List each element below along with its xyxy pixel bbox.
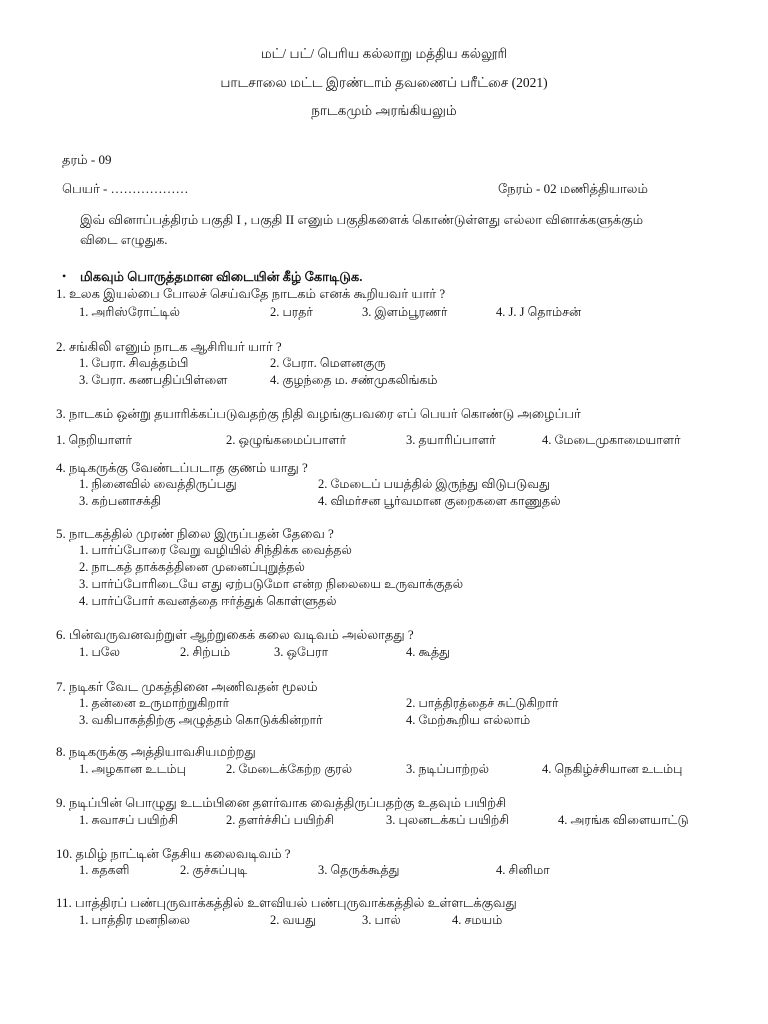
options-q9 [0,813,768,830]
grade-label: தரம் - 09 [62,152,112,167]
question-11: 11. பாத்திரப் பண்புருவாக்கத்தில் உளவியல் பண்புருவாக்கத்தில் உள்ளடக்குவது [56,895,517,910]
option-1: 1. கதகளி [79,863,130,877]
question-4: 4. நடிகருக்கு வேண்டப்படாத குணம் யாது ? [56,460,308,475]
option-1: 1. சுவாசப் பயிற்சி [79,813,178,827]
question-8: 8. நடிகருக்கு அத்தியாவசியமற்றது [56,744,256,759]
instruction-line-1: இவ் வினாப்பத்திரம் பகுதி I , பகுதி II எனும் பகுதிகளைக் கொண்டுள்ளது எல்லா வினாக்களுக்கும் [80,212,644,227]
section-title: மிகவும் பொருத்தமான விடையின் கீழ் கோடிடுக. [80,269,363,284]
option-2: 2. மேடைக்கேற்ற குரல் [226,762,353,776]
option-4: 4. சமயம் [452,913,503,927]
options-q1 [0,305,768,322]
name-field: பெயர் - ……………… [62,181,189,196]
options-q3 [0,433,768,450]
option-3: 3. தெருக்கூத்து [318,863,400,877]
option-4: 4. மேற்கூறிய எல்லாம் [406,713,531,727]
option-3: 3. கற்பனாசக்தி [79,494,162,508]
question-9: 9. நடிப்பின் பொழுது உடம்பினை தளர்வாக வைத்திருப்பதற்கு உதவும் பயிற்சி [56,795,507,810]
option-3: 3. நடிப்பாற்றல் [406,762,489,776]
option-4: 4. விமர்சன பூர்வமான குறைகளை காணுதல் [318,494,561,508]
options-q4-row1 [0,477,768,494]
question-10: 10. தமிழ் நாட்டின் தேசிய கலைவடிவம் ? [56,846,291,861]
options-q5-row2 [0,560,768,577]
question-2: 2. சங்கிலி எனும் நாடக ஆசிரியர் யார் ? [56,339,282,354]
option-1: 1. அரிஸ்ரோட்டில் [79,305,180,319]
option-4: 4. சினிமா [496,863,550,877]
question-5: 5. நாடகத்தில் முரண் நிலை இருப்பதன் தேவை ? [56,526,334,541]
option-2: 2. பேரா. மௌனகுரு [270,356,386,370]
option-3: 3. பேரா. கணபதிப்பிள்ளை [79,373,228,387]
option-4: 4. கூத்து [406,645,451,659]
school-name: மட்/ பட்/ பெரிய கல்லாறு மத்திய கல்லூரி [260,46,508,61]
options-q10 [0,863,768,880]
option-3: 3. பார்ப்போரிடையே எது ஏற்படுமோ என்ற நிலையை உருவாக்குதல் [79,577,464,591]
option-1: 1. பேரா. சிவத்தம்பி [79,356,189,370]
exam-title: பாடசாலை மட்ட இரண்டாம் தவணைப் பரீட்சை (2021) [220,75,548,90]
option-3: 3. இளம்பூரணர் [362,305,448,319]
option-4: 4. பார்ப்போர் கவனத்தை ஈர்த்துக் கொள்ளுதல் [79,594,337,608]
option-2: 2. சிற்பம் [180,645,231,659]
option-1: 1. நினைவில் வைத்திருப்பது [79,477,237,491]
options-q5-row4 [0,594,768,611]
option-3: 3. வகிபாகத்திற்கு அழுத்தம் கொடுக்கின்றார் [79,713,323,727]
options-q7-row1 [0,696,768,713]
option-2: 2. தளர்ச்சிப் பயிற்சி [226,813,335,827]
option-4: 4. நெகிழ்ச்சியான உடம்பு [542,762,683,776]
question-3: 3. நாடகம் ஒன்று தயாரிக்கப்படுவதற்கு நிதி வழங்குபவரை எப் பெயர் கொண்டு அழைப்பர் [56,406,581,421]
option-1: 1. பார்ப்போரை வேறு வழியில் சிந்திக்க வைத்தல் [79,543,352,557]
options-q4-row2 [0,494,768,511]
option-4: 4. J. J தொம்சன் [496,305,582,319]
option-4: 4. அரங்க விளையாட்டு [558,813,689,827]
option-2: 2. பாத்திரத்தைச் சுட்டுகிறார் [406,696,559,710]
option-3: 3. புலனடக்கப் பயிற்சி [386,813,510,827]
option-3: 3. தயாரிப்பாளர் [406,433,496,447]
option-4: 4. மேடைமுகாமையாளர் [542,433,681,447]
options-q6 [0,645,768,662]
option-2: 2. மேடைப் பயத்தில் இருந்து விடுபடுவது [318,477,550,491]
option-2: 2. வயது [270,913,317,927]
option-1: 1. பாத்திர மனநிலை [79,913,191,927]
option-2: 2. ஒழுங்கமைப்பாளர் [226,433,347,447]
option-4: 4. குழந்தை ம. சண்முகலிங்கம் [270,373,438,387]
time-label: நேரம் - 02 மணித்தியாலம் [498,181,648,196]
question-6: 6. பின்வருவனவற்றுள் ஆற்றுகைக் கலை வடிவம் அல்லாதது ? [56,627,414,642]
options-q5-row1 [0,543,768,560]
options-q2-row1 [0,356,768,373]
instruction-line-2: விடை எழுதுக. [80,232,168,247]
bullet-icon: • [62,269,67,283]
options-q2-row2 [0,373,768,390]
option-1: 1. அழகான உடம்பு [79,762,186,776]
option-3: 3. ஒபேரா [274,645,329,659]
options-q11 [0,913,768,930]
question-7: 7. நடிகர் வேட முகத்தினை அணிவதன் மூலம் [56,679,318,694]
option-3: 3. பால் [362,913,401,927]
option-1: 1. பலே [79,645,121,659]
options-q7-row2 [0,713,768,730]
option-2: 2. பரதர் [270,305,313,319]
options-q5-row3 [0,577,768,594]
option-2: 2. குச்சுப்புடி [180,863,248,877]
question-1: 1. உலக இயல்பை போலச் செய்வதே நாடகம் எனக் கூறியவர் யார் ? [56,286,446,301]
option-1: 1. நெறியாளர் [56,433,133,447]
options-q8 [0,762,768,779]
option-2: 2. நாடகத் தாக்கத்தினை முனைப்புறுத்தல் [79,560,305,574]
option-1: 1. தன்னை உருமாற்றுகிறார் [79,696,230,710]
subject-title: நாடகமும் அரங்கியலும் [311,103,457,118]
